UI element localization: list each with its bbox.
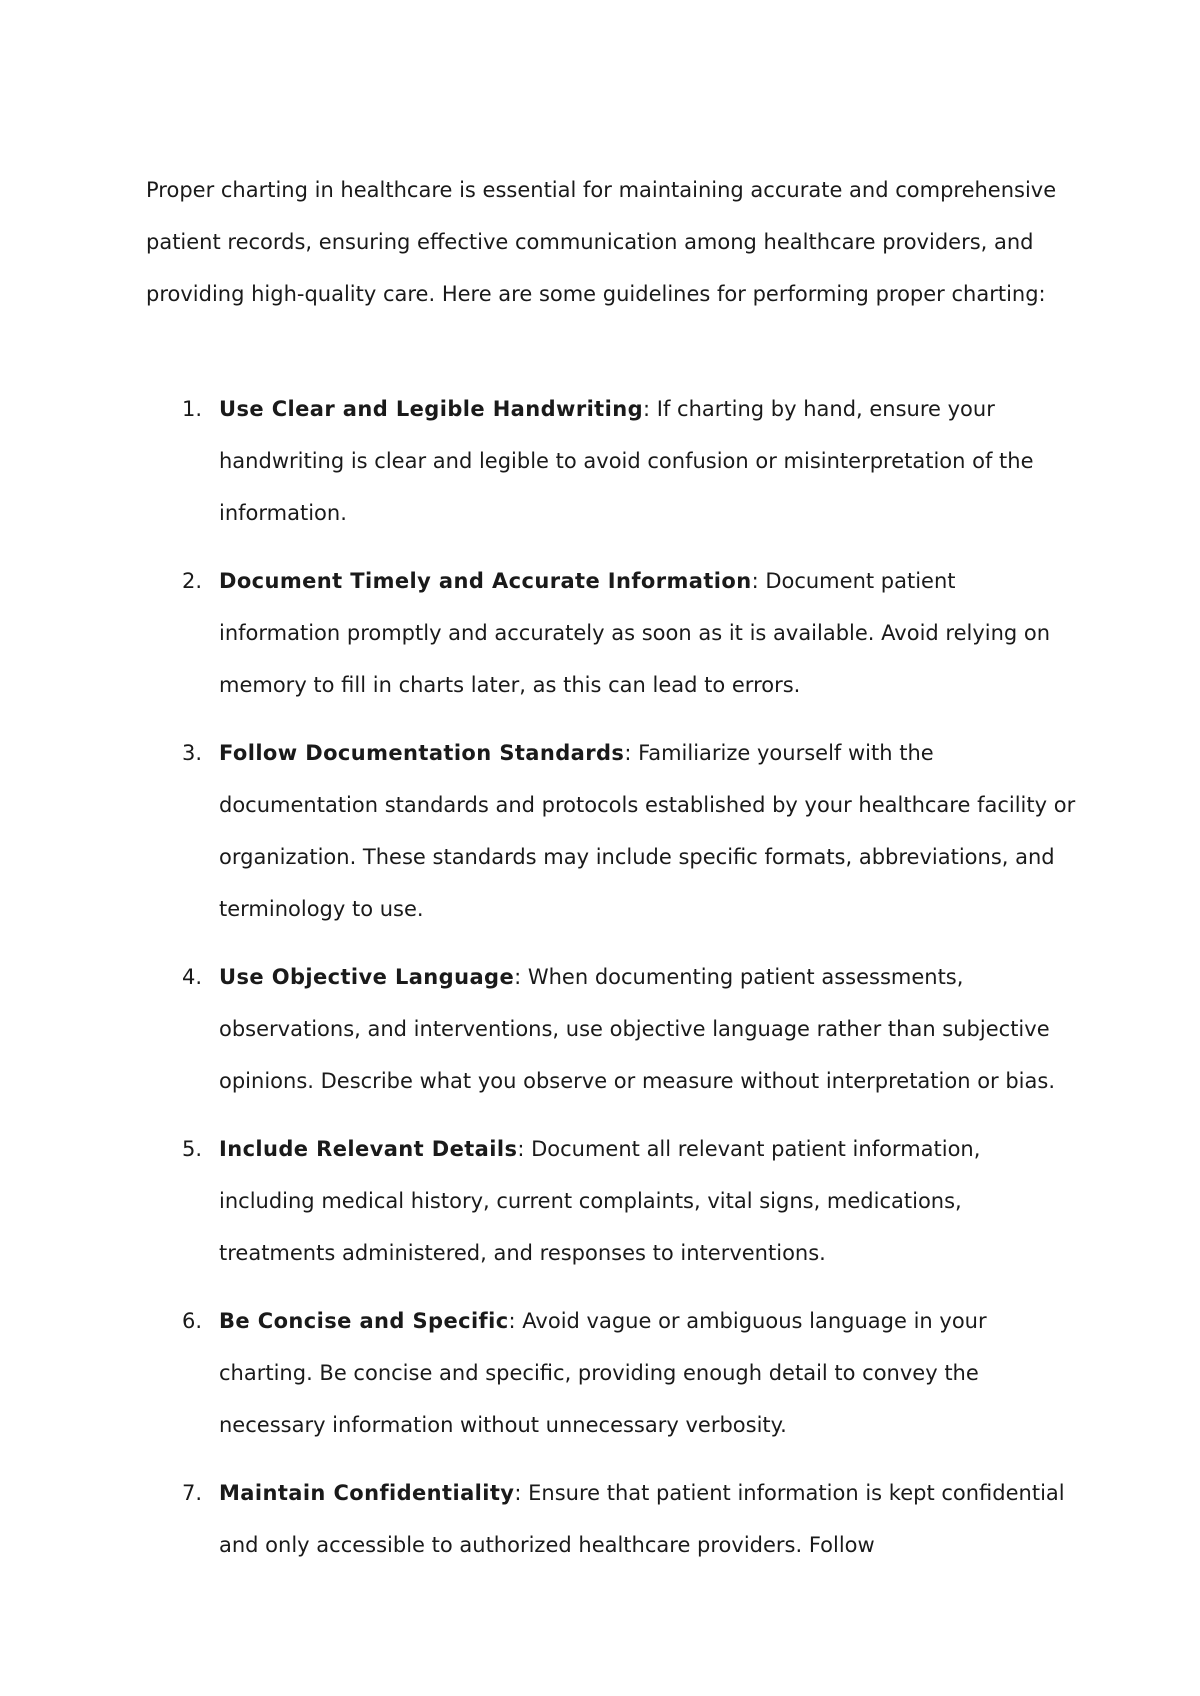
- guideline-text: : Document all relevant patient information, including medical history, current complaints, vital signs, medications, treatments administered, and responses to interventions.: [219, 1137, 981, 1265]
- guideline-item-3: [146, 727, 1076, 935]
- guideline-item-2: [146, 555, 1076, 711]
- list-number: 2.: [182, 569, 203, 593]
- guideline-title: Use Objective Language: [219, 965, 515, 989]
- guideline-text: : When documenting patient assessments, observations, and interventions, use objective language rather than subjective opinions. Describe what you observe or measure without interpretation or bias.: [219, 965, 1056, 1093]
- list-number: 7.: [182, 1481, 203, 1505]
- list-number: 1.: [182, 397, 203, 421]
- guideline-item-6: [146, 1295, 1076, 1451]
- guideline-title: Be Concise and Specific: [219, 1309, 509, 1333]
- guideline-title: Document Timely and Accurate Information: [219, 569, 752, 593]
- guideline-title: Include Relevant Details: [219, 1137, 518, 1161]
- guideline-list: [146, 383, 1076, 1587]
- guideline-title: Use Clear and Legible Handwriting: [219, 397, 644, 421]
- intro-paragraph: Proper charting in healthcare is essential for maintaining accurate and comprehensive patient records, ensuring effective communication among healthcare providers, and providing high-quality care. Here are some guidelines for performing proper charting:: [146, 178, 1057, 306]
- guideline-text: : Ensure that patient information is kept confidential and only accessible to authorized healthcare providers. Follow: [219, 1481, 1065, 1557]
- list-number: 5.: [182, 1137, 203, 1161]
- guideline-title: Maintain Confidentiality: [219, 1481, 515, 1505]
- guideline-title: Follow Documentation Standards: [219, 741, 625, 765]
- list-number: 3.: [182, 741, 203, 765]
- guideline-text: : Document patient information promptly and accurately as soon as it is available. Avoid relying on memory to fill in charts later, as this can lead to errors.: [219, 569, 1051, 697]
- guideline-text: : If charting by hand, ensure your handwriting is clear and legible to avoid confusion or misinterpretation of the information.: [219, 397, 1034, 525]
- list-number: 6.: [182, 1309, 203, 1333]
- guideline-item-1: [146, 383, 1076, 539]
- guideline-text: : Avoid vague or ambiguous language in your charting. Be concise and specific, providing enough detail to convey the necessary information without unnecessary verbosity.: [219, 1309, 987, 1437]
- guideline-item-4: [146, 951, 1076, 1107]
- list-number: 4.: [182, 965, 203, 989]
- guideline-item-5: [146, 1123, 1076, 1279]
- guideline-text: : Familiarize yourself with the documentation standards and protocols established by your healthcare facility or organization. These standards may include specific formats, abbreviations, and terminology to use.: [219, 741, 1076, 921]
- guideline-item-7: [146, 1467, 1076, 1571]
